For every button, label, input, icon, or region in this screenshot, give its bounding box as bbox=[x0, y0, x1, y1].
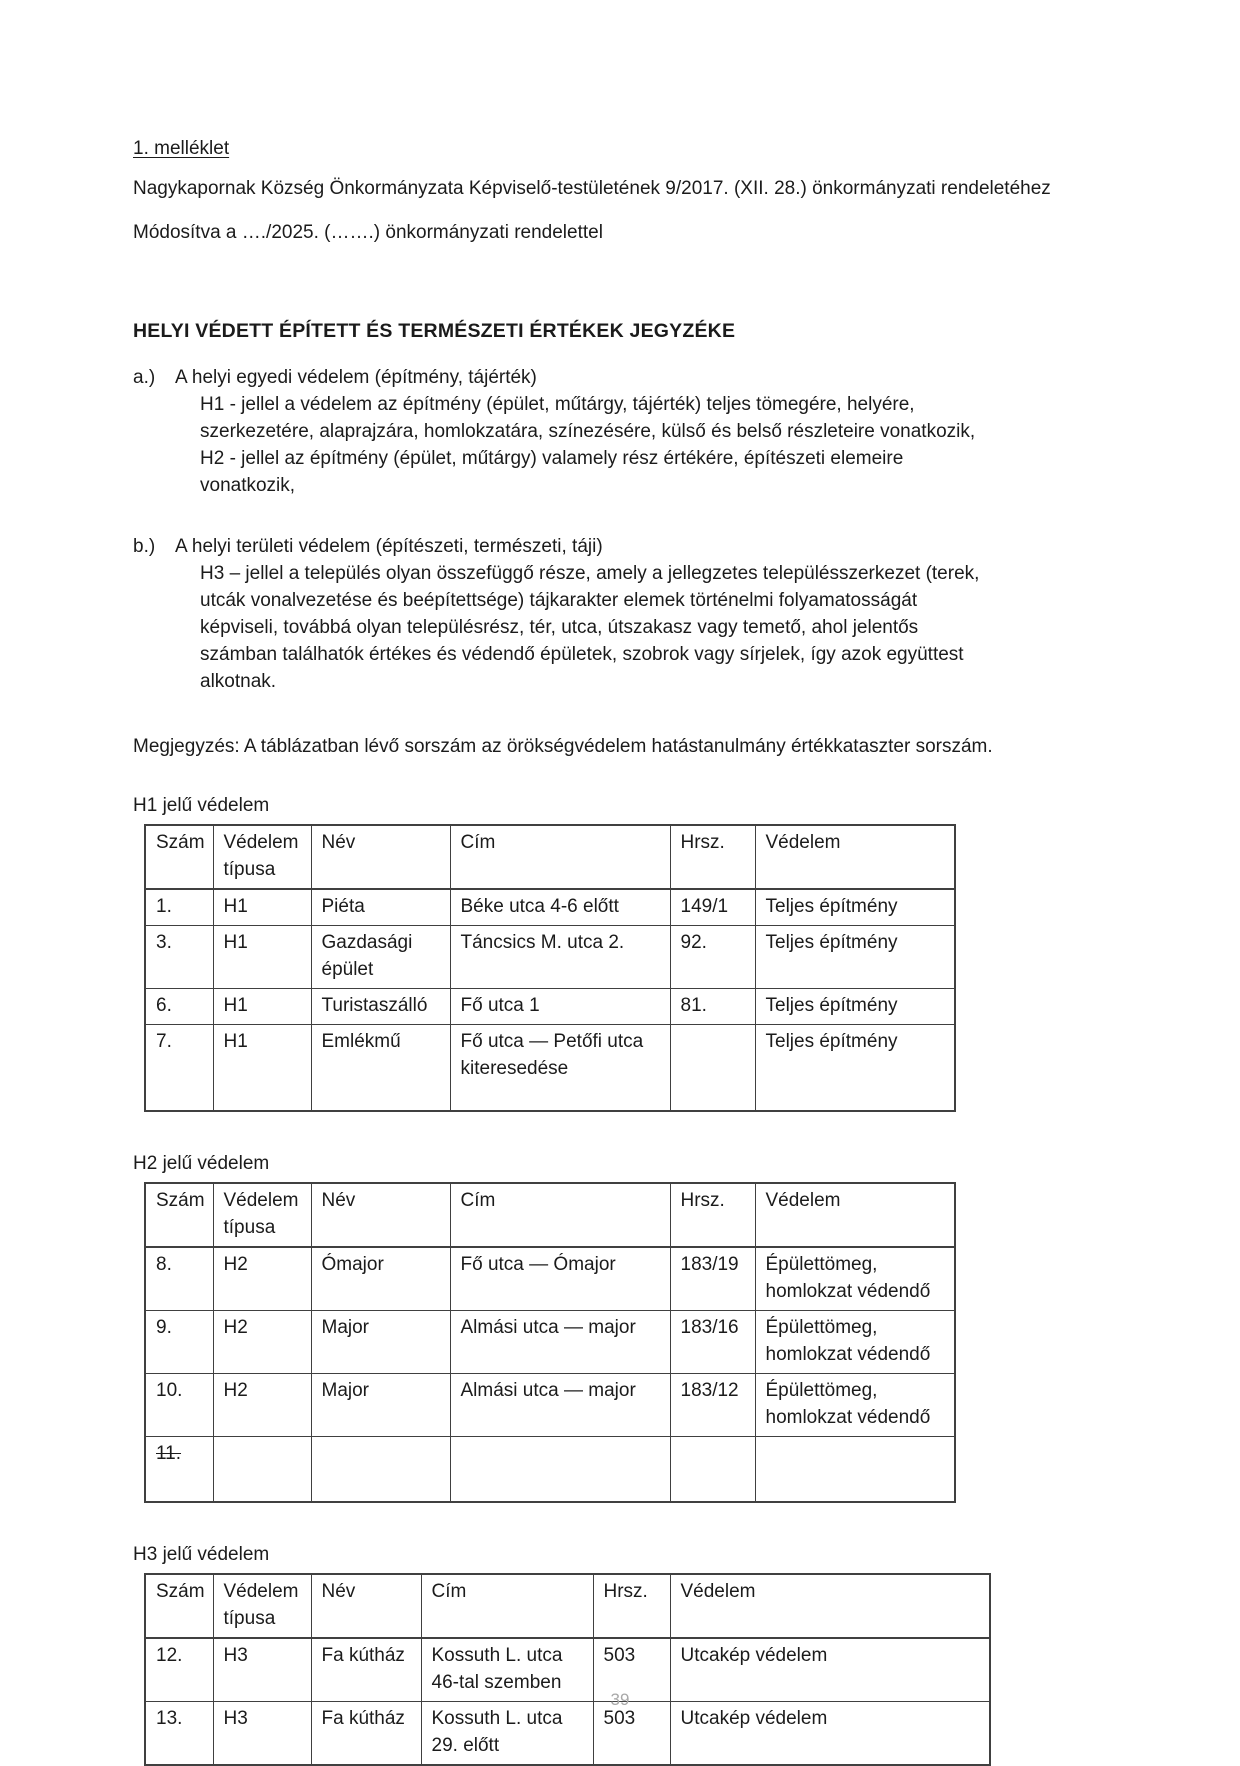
table-cell: H2 bbox=[213, 1247, 311, 1311]
h3-header-row bbox=[145, 1574, 990, 1638]
table-cell: Piéta bbox=[311, 889, 450, 926]
table-cell: 149/1 bbox=[670, 889, 755, 926]
section-a-line: szerkezetére, alaprajzára, homlokzatára, színezésére, külső és belső részleteire vonatkozik, bbox=[200, 421, 976, 442]
table-cell bbox=[670, 1436, 755, 1502]
section-b-line: számban találhatók értékes és védendő épületek, szobrok vagy sírjelek, így azok együttest bbox=[200, 644, 964, 665]
table-cell: 6. bbox=[145, 989, 213, 1025]
h3-table bbox=[144, 1573, 991, 1766]
table-row bbox=[145, 926, 955, 989]
table-cell bbox=[311, 1436, 450, 1502]
column-header-szam: Szám bbox=[145, 1183, 213, 1247]
section-a-heading bbox=[133, 364, 1107, 391]
page-title: HELYI VÉDETT ÉPÍTETT ÉS TERMÉSZETI ÉRTÉKEK JEGYZÉKE bbox=[133, 320, 736, 342]
table-cell: H3 bbox=[213, 1702, 311, 1766]
table-cell: Teljes építmény bbox=[755, 989, 955, 1025]
table-cell: 503 bbox=[593, 1702, 670, 1766]
table-cell: H1 bbox=[213, 889, 311, 926]
table-cell: 1. bbox=[145, 889, 213, 926]
table-cell: 10. bbox=[145, 1373, 213, 1436]
table-cell bbox=[450, 1436, 670, 1502]
table-cell: Fa kútház bbox=[311, 1638, 421, 1702]
section-a-line: vonatkozik, bbox=[200, 475, 296, 496]
table-cell: 9. bbox=[145, 1310, 213, 1373]
section-a-body bbox=[133, 391, 1107, 499]
h1-table-block bbox=[133, 792, 1107, 1112]
modified-line: Módosítva a …./2025. (…….) önkormányzati rendelettel bbox=[133, 222, 603, 243]
table-cell: Turistaszálló bbox=[311, 989, 450, 1025]
column-header-hrsz: Hrsz. bbox=[670, 1183, 755, 1247]
h1-table-caption: H1 jelű védelem bbox=[133, 795, 270, 816]
table-cell: Ómajor bbox=[311, 1247, 450, 1311]
column-header-cim: Cím bbox=[421, 1574, 593, 1638]
table-cell: Major bbox=[311, 1310, 450, 1373]
section-b-line: alkotnak. bbox=[200, 671, 277, 692]
table-row bbox=[145, 1247, 955, 1311]
h2-header-row bbox=[145, 1183, 955, 1247]
table-cell: 7. bbox=[145, 1025, 213, 1111]
section-a bbox=[133, 364, 1107, 499]
section-a-marker: a.) bbox=[133, 367, 156, 388]
section-b-body bbox=[133, 560, 1107, 695]
table-cell: 13. bbox=[145, 1702, 213, 1766]
h1-header-row bbox=[145, 825, 955, 889]
table-cell: Almási utca — major bbox=[450, 1310, 670, 1373]
column-header-szam: Szám bbox=[145, 825, 213, 889]
column-header-vedelem: Védelem bbox=[670, 1574, 990, 1638]
section-b-line: H3 – jellel a település olyan összefüggő része, amely a jellegzetes településszerkezet (terek, bbox=[200, 563, 980, 584]
column-header-hrsz: Hrsz. bbox=[593, 1574, 670, 1638]
section-a-lead: A helyi egyedi védelem (építmény, tájérték) bbox=[175, 367, 537, 388]
table-cell: Teljes építmény bbox=[755, 889, 955, 926]
column-header-nev: Név bbox=[311, 825, 450, 889]
table-cell: 3. bbox=[145, 926, 213, 989]
column-header-nev: Név bbox=[311, 1183, 450, 1247]
table-cell: Fő utca — Petőfi utca kiteresedése bbox=[450, 1025, 670, 1111]
table-cell: Fő utca 1 bbox=[450, 989, 670, 1025]
table-cell: Béke utca 4-6 előtt bbox=[450, 889, 670, 926]
column-header-vedelem: Védelem bbox=[755, 1183, 955, 1247]
table-row bbox=[145, 889, 955, 926]
table-cell: Fa kútház bbox=[311, 1702, 421, 1766]
section-b-marker: b.) bbox=[133, 536, 156, 557]
section-b-heading bbox=[133, 533, 1107, 560]
table-cell: Fő utca — Ómajor bbox=[450, 1247, 670, 1311]
intro-paragraph: Nagykapornak Község Önkormányzata Képviselő-testületének 9/2017. (XII. 28.) önkormányzati rendeletéhez bbox=[133, 178, 1051, 199]
table-cell: Kossuth L. utca 46-tal szemben bbox=[421, 1638, 593, 1702]
table-cell: 183/16 bbox=[670, 1310, 755, 1373]
table-cell: H1 bbox=[213, 1025, 311, 1111]
table-cell: Táncsics M. utca 2. bbox=[450, 926, 670, 989]
table-cell: 92. bbox=[670, 926, 755, 989]
section-b-line: utcák vonalvezetése és beépítettsége) tájkarakter elemek történelmi folyamatosságát bbox=[200, 590, 918, 611]
table-cell: 8. bbox=[145, 1247, 213, 1311]
table-cell: 183/12 bbox=[670, 1373, 755, 1436]
table-cell: Almási utca — major bbox=[450, 1373, 670, 1436]
table-cell bbox=[213, 1436, 311, 1502]
table-row bbox=[145, 1310, 955, 1373]
table-cell bbox=[755, 1436, 955, 1502]
appendix-label: 1. melléklet bbox=[133, 138, 230, 159]
column-header-vedelem-tipusa: Védelem típusa bbox=[213, 1574, 311, 1638]
table-cell: Épülettömeg, homlokzat védendő bbox=[755, 1247, 955, 1311]
section-a-line: H2 - jellel az építmény (épület, műtárgy) valamely rész értékére, építészeti elemeire bbox=[200, 448, 904, 469]
column-header-hrsz: Hrsz. bbox=[670, 825, 755, 889]
h2-table-caption: H2 jelű védelem bbox=[133, 1152, 270, 1174]
table-cell: H2 bbox=[213, 1373, 311, 1436]
column-header-cim: Cím bbox=[450, 825, 670, 889]
column-header-cim: Cím bbox=[450, 1183, 670, 1247]
section-b-line: képviseli, továbbá olyan településrész, tér, utca, útszakasz vagy temető, ahol jelentős bbox=[200, 617, 919, 638]
table-cell: H3 bbox=[213, 1638, 311, 1702]
column-header-vedelem: Védelem bbox=[755, 825, 955, 889]
table-cell: Utcakép védelem bbox=[670, 1702, 990, 1766]
h3-table-caption: H3 jelű védelem bbox=[133, 1544, 270, 1565]
table-row bbox=[145, 1436, 955, 1502]
page-number: 39 bbox=[610, 1690, 630, 1709]
table-cell: Major bbox=[311, 1373, 450, 1436]
h2-table bbox=[144, 1182, 956, 1504]
table-cell: Gazdasági épület bbox=[311, 926, 450, 989]
table-row bbox=[145, 989, 955, 1025]
table-cell bbox=[670, 1025, 755, 1111]
column-header-vedelem-tipusa: Védelem típusa bbox=[213, 1183, 311, 1247]
table-cell: Épülettömeg, homlokzat védendő bbox=[755, 1373, 955, 1436]
table-cell: Teljes építmény bbox=[755, 1025, 955, 1111]
table-cell-strikethrough: 11. bbox=[145, 1436, 213, 1502]
table-cell: Emlékmű bbox=[311, 1025, 450, 1111]
column-header-vedelem-tipusa: Védelem típusa bbox=[213, 825, 311, 889]
column-header-nev: Név bbox=[311, 1574, 421, 1638]
table-cell: 503 bbox=[593, 1638, 670, 1702]
table-cell: 183/19 bbox=[670, 1247, 755, 1311]
table-cell: Utcakép védelem bbox=[670, 1638, 990, 1702]
section-b bbox=[133, 533, 1107, 695]
table-cell: H2 bbox=[213, 1310, 311, 1373]
table-cell: Épülettömeg, homlokzat védendő bbox=[755, 1310, 955, 1373]
note-line: Megjegyzés: A táblázatban lévő sorszám az örökségvédelem hatástanulmány értékkataszter sorszám. bbox=[133, 736, 993, 757]
table-cell: 81. bbox=[670, 989, 755, 1025]
column-header-szam: Szám bbox=[145, 1574, 213, 1638]
table-cell: H1 bbox=[213, 926, 311, 989]
table-cell: H1 bbox=[213, 989, 311, 1025]
section-b-lead: A helyi területi védelem (építészeti, természeti, táji) bbox=[175, 536, 603, 557]
h2-table-block bbox=[133, 1150, 1107, 1504]
h3-table-block bbox=[133, 1541, 1107, 1766]
table-row bbox=[145, 1025, 955, 1111]
table-cell: 12. bbox=[145, 1638, 213, 1702]
section-a-line: H1 - jellel a védelem az építmény (épület, műtárgy, tájérték) teljes tömegére, helyére, bbox=[200, 394, 915, 415]
h1-table bbox=[144, 824, 956, 1112]
table-cell: Teljes építmény bbox=[755, 926, 955, 989]
table-cell: Kossuth L. utca 29. előtt bbox=[421, 1702, 593, 1766]
table-row bbox=[145, 1373, 955, 1436]
